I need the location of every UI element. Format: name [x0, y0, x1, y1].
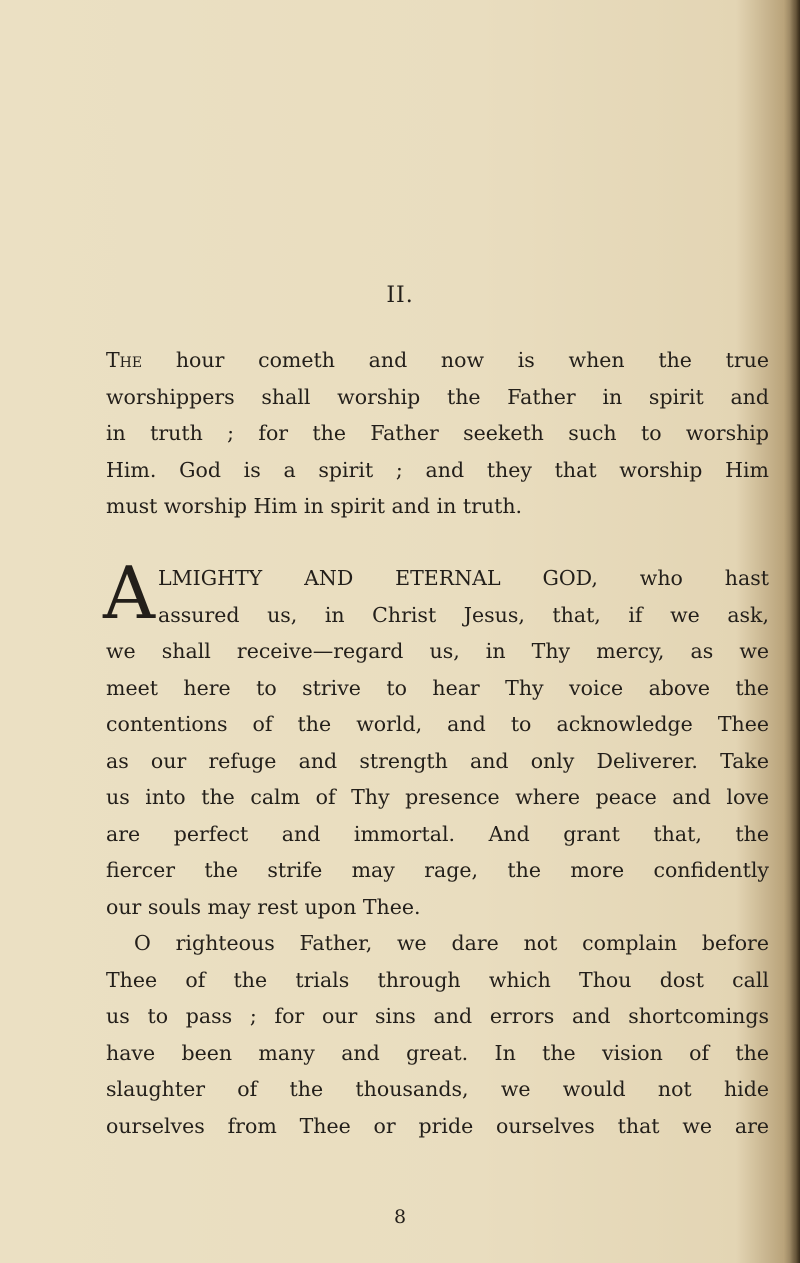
prayer-line-12: Thee of the trials through which Thou dost call	[106, 967, 769, 992]
prayer-line-9: fiercer the strife may rage, the more confidently	[106, 858, 769, 882]
passage-line-2: worshippers shall worship the Father in spirit and	[106, 384, 769, 409]
passage-line-1: The hour cometh and now is when the true	[106, 348, 769, 372]
passage-line-5: must worship Him in spirit and in truth.	[106, 494, 523, 518]
prayer-line-10: our souls may rest upon Thee.	[106, 894, 421, 919]
drop-cap-block	[103, 551, 769, 635]
prayer-line-3: we shall receive—regard us, in Thy mercy, as we	[106, 639, 769, 663]
prayer-line-11: O righteous Father, we dare not complain before	[134, 931, 769, 955]
prayer-line-2: assured us, in Christ Jesus, that, if we ask,	[158, 602, 769, 627]
prayer-line-15: slaughter of the thousands, we would not hide	[106, 1077, 769, 1101]
prayer-line-8: are perfect and immortal. And grant that, the	[106, 821, 769, 846]
scripture-passage	[106, 342, 769, 525]
prayer-line-1: LMIGHTY AND ETERNAL GOD, who hast	[158, 566, 769, 590]
prayer-line-6: as our refuge and strength and only Deliverer. Take	[106, 748, 769, 773]
prayer-text	[103, 551, 769, 1144]
prayer-line-14: have been many and great. In the vision of the	[106, 1040, 769, 1065]
page-number: 8	[393, 1206, 407, 1228]
section-number: II.	[386, 283, 414, 308]
passage-lead-word: The	[106, 348, 143, 372]
passage-line-4: Him. God is a spirit ; and they that worship Him	[106, 457, 769, 482]
prayer-line-16: ourselves from Thee or pride ourselves that we are	[106, 1113, 769, 1138]
prayer-line-5: contentions of the world, and to acknowledge Thee	[106, 712, 769, 736]
prayer-line-4: meet here to strive to hear Thy voice above the	[106, 675, 769, 700]
prayer-line-13: us to pass ; for our sins and errors and shortcomings	[106, 1004, 769, 1028]
drop-cap-letter: A	[103, 551, 155, 635]
page-edge-shadow	[790, 0, 800, 1263]
passage-line-3: in truth ; for the Father seeketh such to worship	[106, 421, 769, 445]
prayer-line-7: us into the calm of Thy presence where peace and love	[106, 785, 769, 809]
